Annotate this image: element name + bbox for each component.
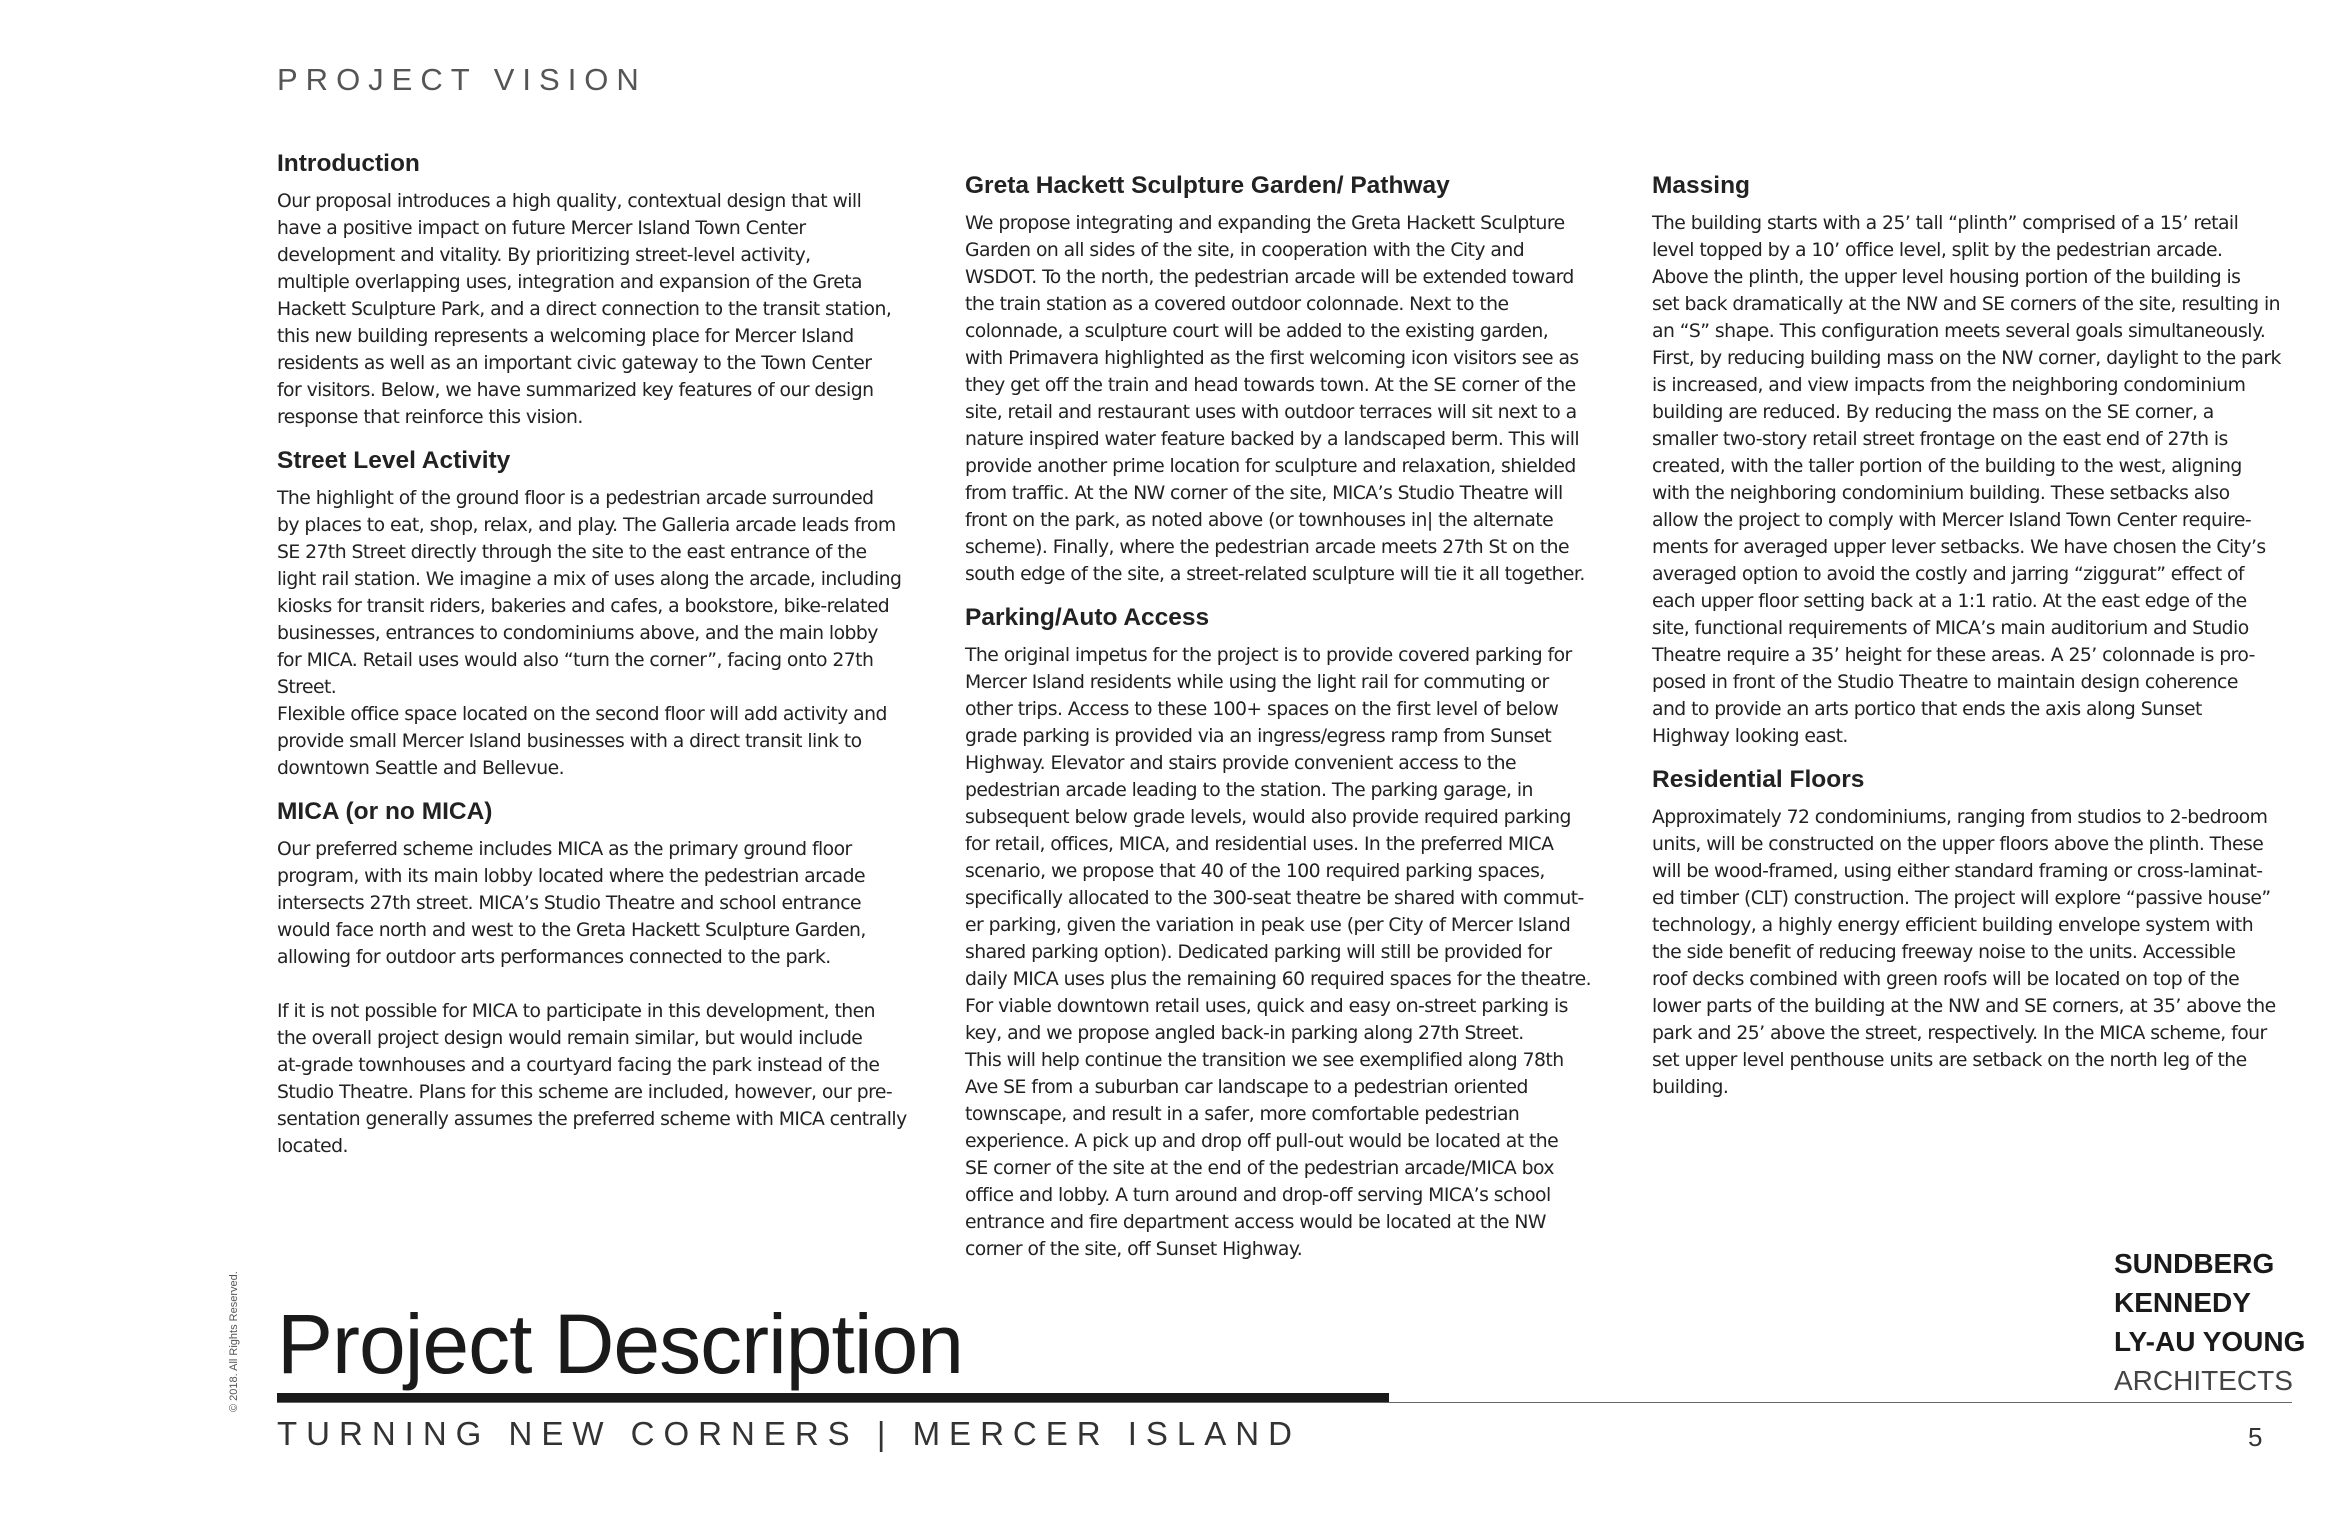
title-underline xyxy=(277,1393,1389,1402)
document-subtitle: TURNING NEW CORNERS | MERCER ISLAND xyxy=(277,1415,1301,1452)
firm-name-line: LY-AU YOUNG xyxy=(2114,1326,2306,1357)
copyright-notice: © 2018. All Rights Reserved. xyxy=(228,1271,240,1412)
column-3 xyxy=(1652,172,2284,1117)
column-1 xyxy=(277,150,909,1176)
page-number: 5 xyxy=(2248,1422,2263,1452)
firm-name-line: ARCHITECTS xyxy=(2114,1365,2293,1396)
section-heading: Residential Floors xyxy=(1652,766,1865,793)
firm-logo xyxy=(2114,1244,2305,1400)
section-body: The highlight of the ground floor is a pedestrian arcade surrounded by places to eat, shop, relax, and play. The Galleria arcade leads from SE 27th Street directly through the site to the east entrance of the light rail station. We imagine a mix of uses along the arcade, including kiosks for transit riders, bakeries and cafes, a bookstore, bike-related businesses, entrances to condominiums above, and the main lobby for MICA. Retail uses would also “turn the corner”, facing onto 27th Street. Flexible office space located on the second floor will add activity and provide small Mercer Island businesses with a direct transit link to downtown Seattle and Bellevue. xyxy=(277,488,902,779)
section-massing xyxy=(1652,172,2284,750)
section-body: The building starts with a 25’ tall “plinth” comprised of a 15’ retail level topped by a 10’ office level, split by the pedestrian arcade. Above the plinth, the upper level housing portion of the building is set back dramatically at the NW and SE corners of the site, resulting in an “S” shape. This configuration meets several goals simultaneously. First, by reducing building mass on the NW corner, daylight to the park is increased, and view impacts from the neighboring condominium building are reduced. By reducing the mass on the SE corner, a smaller two-story retail street frontage on the east end of 27th is created, with the taller portion of the building to the west, aligning with the neighboring condominium building. These setbacks also allow the project to comply with Mercer Island Town Center require- ments for averaged upper lever setbacks. We have chosen the City’s averaged option to avoid the costly and jarring “ziggurat” effect of each upper floor setting back at a 1:1 ratio. At the east edge of the site, functional requirements of MICA’s main auditorium and Studio Theatre require a 35’ height for these areas. A 25’ colonnade is pro- posed in front of the Studio Theatre to maintain design coherence and to provide an arts portico that ends the axis along Sunset Highway looking east. xyxy=(1652,213,2281,747)
section-residential-floors xyxy=(1652,766,2284,1101)
section-heading: Massing xyxy=(1652,172,1751,199)
firm-name-line: KENNEDY xyxy=(2114,1287,2251,1318)
section-sculpture-garden xyxy=(965,172,1597,588)
section-introduction xyxy=(277,150,909,431)
section-body: Our proposal introduces a high quality, contextual design that will have a positive impact on future Mercer Island Town Center development and vitality. By prioritizing street-level activity, multiple overlapping uses, integration and expansion of the Greta Hackett Sculpture Park, and a direct connection to the transit station, this new building represents a welcoming place for Mercer Island residents as well as an important civic gateway to the Town Center for visitors. Below, we have summarized key features of our design response that reinforce this vision. xyxy=(277,191,892,428)
section-parking xyxy=(965,604,1597,1263)
section-heading: Greta Hackett Sculpture Garden/ Pathway xyxy=(965,172,1450,199)
section-body-continued: If it is not possible for MICA to participate in this development, then the overall project design would remain similar, but would include at-grade townhouses and a courtyard facing the park instead of the Studio Theatre. Plans for this scheme are included, however, our pre- sentation generally assumes the preferred scheme with MICA centrally located. xyxy=(277,1001,907,1157)
section-heading: Introduction xyxy=(277,150,420,177)
section-body: Our preferred scheme includes MICA as the primary ground floor program, with its main lobby located where the pedestrian arcade intersects 27th street. MICA’s Studio Theatre and school entrance would face north and west to the Greta Hackett Sculpture Garden, allowing for outdoor arts performances connected to the park. xyxy=(277,839,866,968)
paragraph-gap xyxy=(277,971,909,998)
section-heading: Street Level Activity xyxy=(277,447,511,474)
page-title: Project Description xyxy=(277,1297,963,1391)
column-2 xyxy=(965,172,1597,1279)
section-street-level-activity xyxy=(277,447,909,782)
section-body: We propose integrating and expanding the Greta Hackett Sculpture Garden on all sides of the site, in cooperation with the City and WSDOT. To the north, the pedestrian arcade will be extended toward the train station as a covered outdoor colonnade. Next to the colonnade, a sculpture court will be added to the existing garden, with Primavera highlighted as the first welcoming icon visitors see as they get off the train and head towards town. At the SE corner of the site, retail and restaurant uses with outdoor terraces will sit next to a nature inspired water feature backed by a landscaped berm. This will provide another prime location for sculpture and relaxation, shielded from traffic. At the NW corner of the site, MICA’s Studio Theatre will front on the park, as noted above (or townhouses in| the alternate scheme). Finally, where the pedestrian arcade meets 27th St on the south edge of the site, a street-related sculpture will tie it all together. xyxy=(965,213,1585,585)
firm-name-line: SUNDBERG xyxy=(2114,1248,2275,1279)
section-heading: Parking/Auto Access xyxy=(965,604,1210,631)
footer-divider xyxy=(277,1402,2292,1403)
header-label: PROJECT VISION xyxy=(277,62,647,97)
section-body: Approximately 72 condominiums, ranging from studios to 2-bedroom units, will be constructed on the upper floors above the plinth. These will be wood-framed, using either standard framing or cross-laminat- ed timber (CLT) construction. The project will explore “passive house” technology, a highly energy efficient building envelope system with the side benefit of reducing freeway noise to the units. Accessible roof decks combined with green roofs will be located on top of the lower parts of the building at the NW and SE corners, at 35’ above the park and 25’ above the street, respectively. In the MICA scheme, four set upper level penthouse units are setback on the north leg of the building. xyxy=(1652,807,2276,1098)
section-mica xyxy=(277,798,909,1160)
section-heading: MICA (or no MICA) xyxy=(277,798,493,825)
section-body: The original impetus for the project is to provide covered parking for Mercer Island residents while using the light rail for commuting or other trips. Access to these 100+ spaces on the first level of below grade parking is provided via an ingress/egress ramp from Sunset Highway. Elevator and stairs provide convenient access to the pedestrian arcade leading to the station. The parking garage, in subsequent below grade levels, would also provide required parking for retail, offices, MICA, and residential uses. In the preferred MICA scenario, we propose that 40 of the 100 required parking spaces, specifically allocated to the 300-seat theatre be shared with commut- er parking, given the variation in peak use (per City of Mercer Island shared parking option). Dedicated parking will still be provided for daily MICA uses plus the remaining 60 required spaces for the theatre. For viable downtown retail uses, quick and easy on-street parking is key, and we propose angled back-in parking along 27th Street. This will help continue the transition we see exemplified along 78th Ave SE from a suburban car landscape to a pedestrian oriented townscape, and result in a safer, more comfortable pedestrian experience. A pick up and drop off pull-out would be located at the SE corner of the site at the end of the pedestrian arcade/MICA box office and lobby. A turn around and drop-off serving MICA’s school entrance and fire department access would be located at the NW corner of the site, off Sunset Highway. xyxy=(965,645,1592,1260)
